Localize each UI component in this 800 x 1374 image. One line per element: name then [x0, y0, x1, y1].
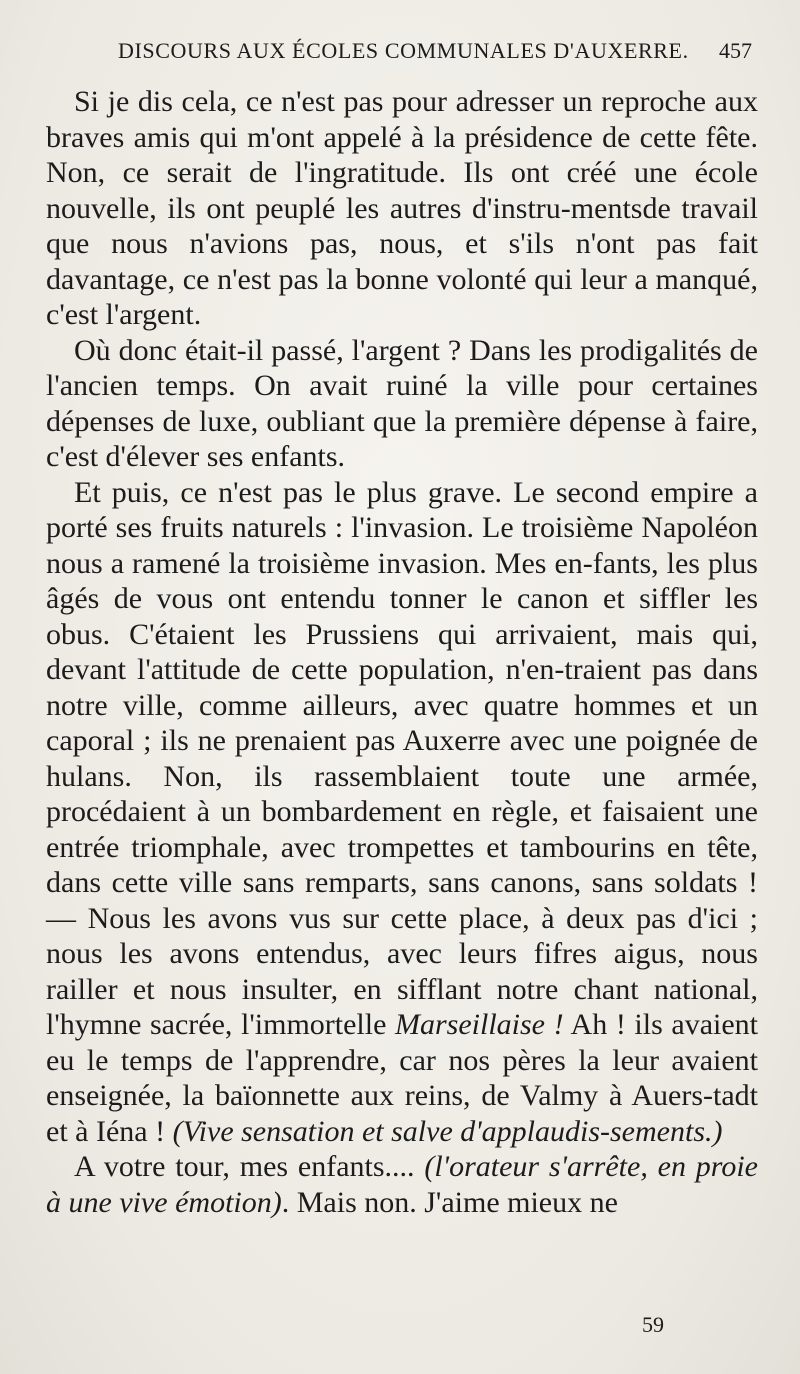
text-run: Ah ! ils avaient eu le temps de l'apprendre, car nos pères la leur avaient enseignée, la baïonnette aux reins, de Valmy à Auers-tadt et à Iéna !: [46, 1008, 758, 1148]
page-header: [0, 38, 800, 72]
italic-text: (l'orateur s'arrête, en proie à une vive émotion): [46, 1150, 758, 1219]
page-number: 457: [719, 38, 752, 63]
text-run: Où donc était-il passé, l'argent ? Dans les prodigalités de l'ancien temps. On avait ruiné la ville pour certaines dépenses de luxe, oubliant que la première dépense à faire, c'est d'élever ses enfants.: [46, 333, 758, 473]
paragraph: [46, 1149, 758, 1220]
text-run: . Mais non. J'aime mieux ne: [281, 1185, 618, 1219]
signature-mark: 59: [642, 1312, 664, 1337]
italic-text: Marseillaise !: [395, 1008, 564, 1041]
italic-text: (Vive sensation et salve d'applaudis-sements.): [172, 1114, 723, 1148]
body-text: [46, 84, 758, 1220]
text-run: Si je dis cela, ce n'est pas pour adresser un reproche aux braves amis qui m'ont appelé à la présidence de cette fête. Non, ce serait de l'ingratitude. Ils ont créé une école nouvelle, ils ont peuplé les autres d'instru-mentsde travail que nous n'avions pas, nous, et s'ils n'ont pas fait davantage, ce n'est pas la bonne volonté qui leur a manqué, c'est l'argent.: [46, 85, 758, 331]
text-run: Et puis, ce n'est pas le plus grave. Le second empire a porté ses fruits naturels : l'invasion. Le troisième Napoléon nous a ramené la troisième invasion. Mes en-fants, les plus âgés de vous ont entendu tonner le canon et siffler les obus. C'étaient les Prussiens qui arrivaient, mais qui, devant l'attitude de cette population, n'en-traient pas dans notre ville, comme ailleurs, avec quatre hommes et un caporal ; ils ne prenaient pas Auxerre avec une poignée de hulans. Non, ils rassemblaient toute une armée, procédaient à un bombardement en règle, et faisaient une entrée triomphale, avec trompettes et tambourins en tête, dans cette ville sans remparts, sans canons, sans soldats ! — Nous les avons vus sur cette place, à deux pas d'ici ; nous les avons entendus, avec leurs fifres aigus, nous railler et nous insulter, en sifflant notre chant national, l'hymne sacrée, l'immortelle: [46, 475, 758, 1041]
paragraph: [46, 475, 758, 1150]
running-head: DISCOURS AUX ÉCOLES COMMUNALES D'AUXERRE.: [118, 38, 689, 63]
paragraph: [46, 84, 758, 333]
paragraph: [46, 333, 758, 475]
text-run: A votre tour, mes enfants....: [74, 1150, 425, 1183]
